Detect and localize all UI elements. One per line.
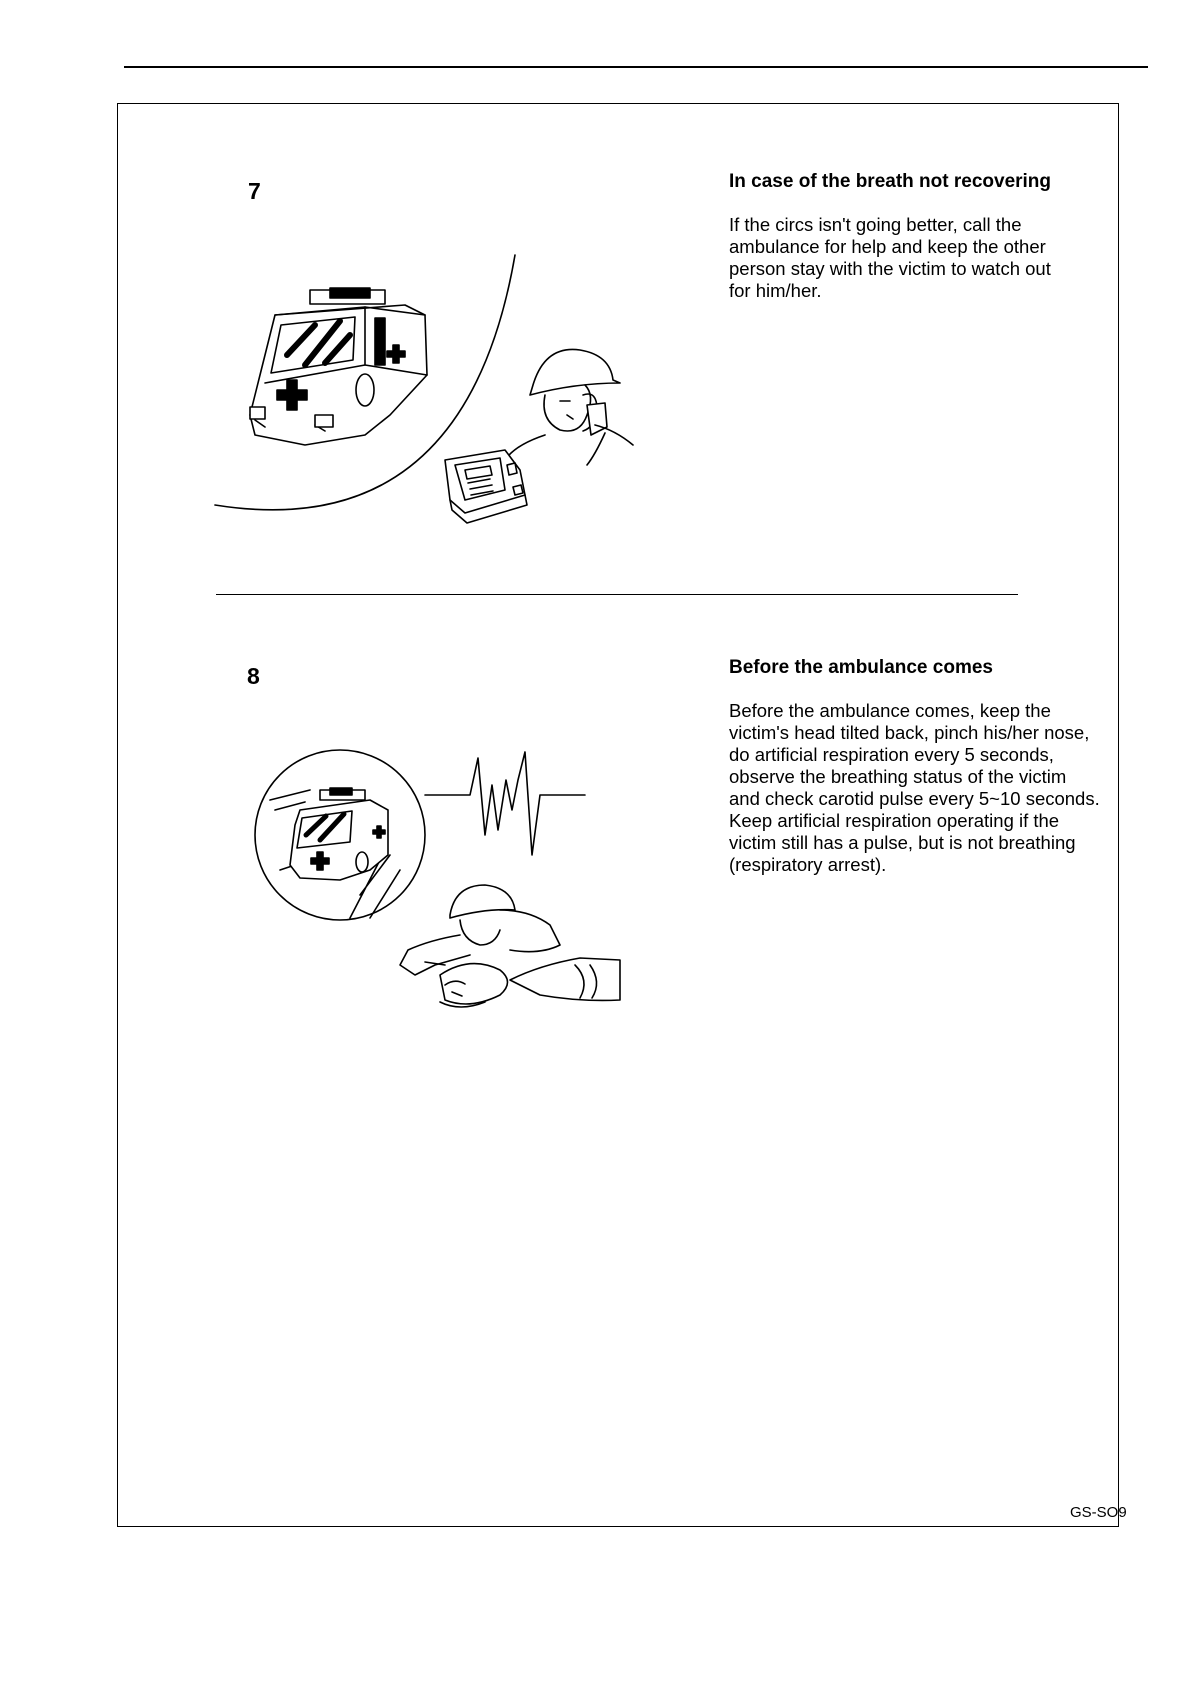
step-8-line: and check carotid pulse every 5~10 seconds. (729, 788, 1100, 809)
step-8-line: observe the breathing status of the victim (729, 766, 1067, 787)
step-8-line: victim's head tilted back, pinch his/her nose, (729, 722, 1090, 743)
pulse-line (425, 752, 585, 855)
step-7-line: If the circs isn't going better, call the (729, 214, 1022, 235)
step-7-line: ambulance for help and keep the other (729, 236, 1046, 257)
victim-icon (440, 958, 620, 1007)
step-8-heading: Before the ambulance comes (729, 657, 993, 678)
rescuer-on-phone-icon (445, 349, 633, 523)
rescuer-icon (400, 885, 560, 975)
step-7-text (729, 214, 1051, 302)
step-7-line: for him/her. (729, 280, 822, 301)
section-divider (216, 594, 1018, 595)
document-code: GS-SO9 (1070, 1504, 1127, 1521)
step-8-line: Keep artificial respiration operating if the (729, 810, 1060, 831)
step-8-line: (respiratory arrest). (729, 854, 887, 875)
step-7-heading: In case of the breath not recovering (729, 171, 1052, 192)
artificial-respiration-illustration (240, 740, 660, 1050)
step-7-number: 7 (248, 178, 261, 204)
top-rule (124, 66, 1148, 68)
ambulance-call-illustration (215, 255, 675, 560)
step-8-line: Before the ambulance comes, keep the (729, 700, 1051, 721)
step-8-text (729, 700, 1100, 876)
step-8-number: 8 (247, 663, 260, 689)
step-8-line: victim still has a pulse, but is not breathing (729, 832, 1076, 853)
ambulance-icon (250, 288, 427, 445)
step-8-line: do artificial respiration every 5 seconds, (729, 744, 1054, 765)
step-7-line: person stay with the victim to watch out (729, 258, 1051, 279)
